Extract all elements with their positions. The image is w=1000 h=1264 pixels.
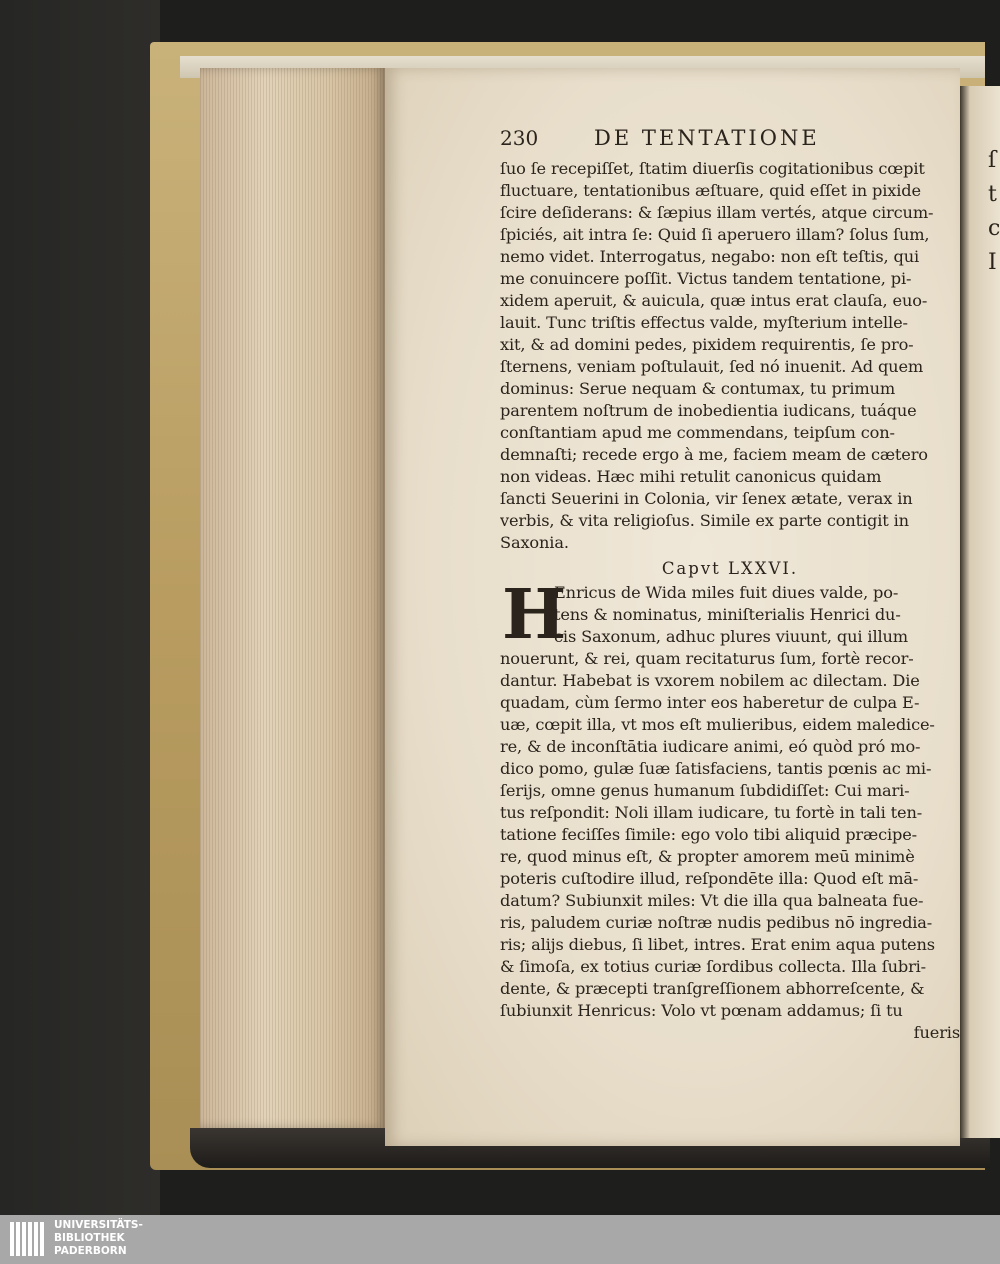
- text-line: cis Saxonum, adhuc plures viuunt, qui illum: [554, 627, 908, 646]
- text-line: ſpiciés, ait intra ſe: Quid ſi aperuero illam? ſolus ſum,: [500, 225, 930, 244]
- text-line: uæ, cœpit illa, vt mos eſt mulieribus, eidem maledice-: [500, 715, 935, 734]
- text-line: re, & de inconſtātia iudicare animi, eó quòd pró mo-: [500, 737, 921, 756]
- page-text: [500, 126, 960, 1044]
- text-line: dente, & præcepti tranſgreſſionem abhorreſcente, &: [500, 979, 925, 998]
- library-logo-icon: [10, 1222, 46, 1256]
- text-line: xit, & ad domini pedes, pixidem requirentis, ſe pro-: [500, 335, 914, 354]
- text-line: ris; alijs diebus, ſi libet, intres. Erat enim aqua putens: [500, 935, 935, 954]
- page-edges: [200, 68, 385, 1128]
- text-line: fluctuare, tentationibus æſtuare, quid eſſet in pixide: [500, 181, 921, 200]
- text-line: parentem noſtrum de inobedientia iudicans, tuáque: [500, 401, 917, 420]
- text-line: ſuo ſe recepiſſet, ſtatim diuerſis cogitationibus cœpit: [500, 159, 925, 178]
- page-number: 230: [500, 126, 539, 150]
- text-line: nemo videt. Interrogatus, negabo: non eſt teſtis, qui: [500, 247, 920, 266]
- chapter-heading: Capvt LXXVI.: [661, 559, 799, 578]
- running-head-title: DE TENTATIONE: [594, 126, 820, 150]
- text-line: dominus: Serue nequam & contumax, tu primum: [500, 379, 896, 398]
- text-line: ſerijs, omne genus humanum ſubdidiſſet: Cui mari-: [500, 781, 910, 800]
- text-line: ſubiunxit Henricus: Volo vt pœnam addamus; ſi tu: [500, 1001, 903, 1020]
- text-line: Saxonia.: [500, 533, 569, 552]
- library-name-line: UNIVERSITÄTS-: [54, 1219, 143, 1231]
- text-line: me conuincere poſſit. Victus tandem tentatione, pi-: [500, 269, 912, 288]
- text-line: tatione feciſſes ſimile: ego volo tibi aliquid præcipe-: [500, 825, 917, 844]
- text-line: conſtantiam apud me commendans, teipſum con-: [500, 423, 895, 442]
- text-line: ſternens, veniam poſtulauit, ſed nó inuenit. Ad quem: [500, 357, 924, 376]
- library-name-line: PADERBORN: [54, 1245, 127, 1257]
- dark-background: [0, 0, 160, 1215]
- text-line: quadam, cùm ſermo inter eos haberetur de culpa E-: [500, 693, 920, 712]
- catchword: fueris: [913, 1023, 960, 1042]
- text-line: verbis, & vita religioſus. Simile ex parte contigit in: [500, 511, 909, 530]
- text-line: dico pomo, gulæ ſuæ ſatisfaciens, tantis pœnis ac mi-: [500, 759, 932, 778]
- text-line: tus reſpondit: Noli illam iudicare, tu fortè in tali ten-: [500, 803, 923, 822]
- text-line: & ſimoſa, ex totius curiæ ſordibus collecta. Illa ſubri-: [500, 957, 927, 976]
- text-line: ſancti Seuerini in Colonia, vir ſenex ætate, verax in: [500, 489, 913, 508]
- text-line: dantur. Habebat is vxorem nobilem ac dilectam. Die: [500, 671, 920, 690]
- library-footer: [0, 1215, 1000, 1264]
- library-name: [54, 1219, 143, 1258]
- library-name-line: BIBLIOTHEK: [54, 1232, 125, 1244]
- running-head: [500, 126, 960, 158]
- text-line: ſcire deſiderans: & ſæpius illam vertés, atque circum-: [500, 203, 934, 222]
- text-line: xidem aperuit, & auicula, quæ intus erat clauſa, euo-: [500, 291, 928, 310]
- paragraph-bottom: [500, 648, 960, 1044]
- text-line: tens & nominatus, miniſterialis Henrici du-: [554, 605, 901, 624]
- text-line: Enricus de Wida miles fuit diues valde, po-: [554, 583, 899, 602]
- text-line: nouerunt, & rei, quam recitaturus ſum, fortè recor-: [500, 649, 914, 668]
- text-line: non videas. Hæc mihi retulit canonicus quidam: [500, 467, 882, 486]
- text-line: re, quod minus eſt, & propter amorem meū minimè: [500, 847, 915, 866]
- drop-cap: H: [502, 575, 567, 655]
- text-line: poteris cuſtodire illud, reſpondēte illa: Quod eſt mā-: [500, 869, 919, 888]
- text-line: demnaſti; recede ergo à me, faciem meam de cætero: [500, 445, 928, 464]
- facing-page-glyphs: ſ t c I: [988, 148, 1000, 275]
- paragraph-top: [500, 158, 960, 554]
- paragraph-chapter-start: [500, 575, 960, 655]
- text-line: lauit. Tunc triſtis effectus valde, myſterium intelle-: [500, 313, 908, 332]
- text-line: ris, paludem curiæ noſtræ nudis pedibus nō ingredia-: [500, 913, 933, 932]
- text-line: datum? Subiunxit miles: Vt die illa qua balneata fue-: [500, 891, 924, 910]
